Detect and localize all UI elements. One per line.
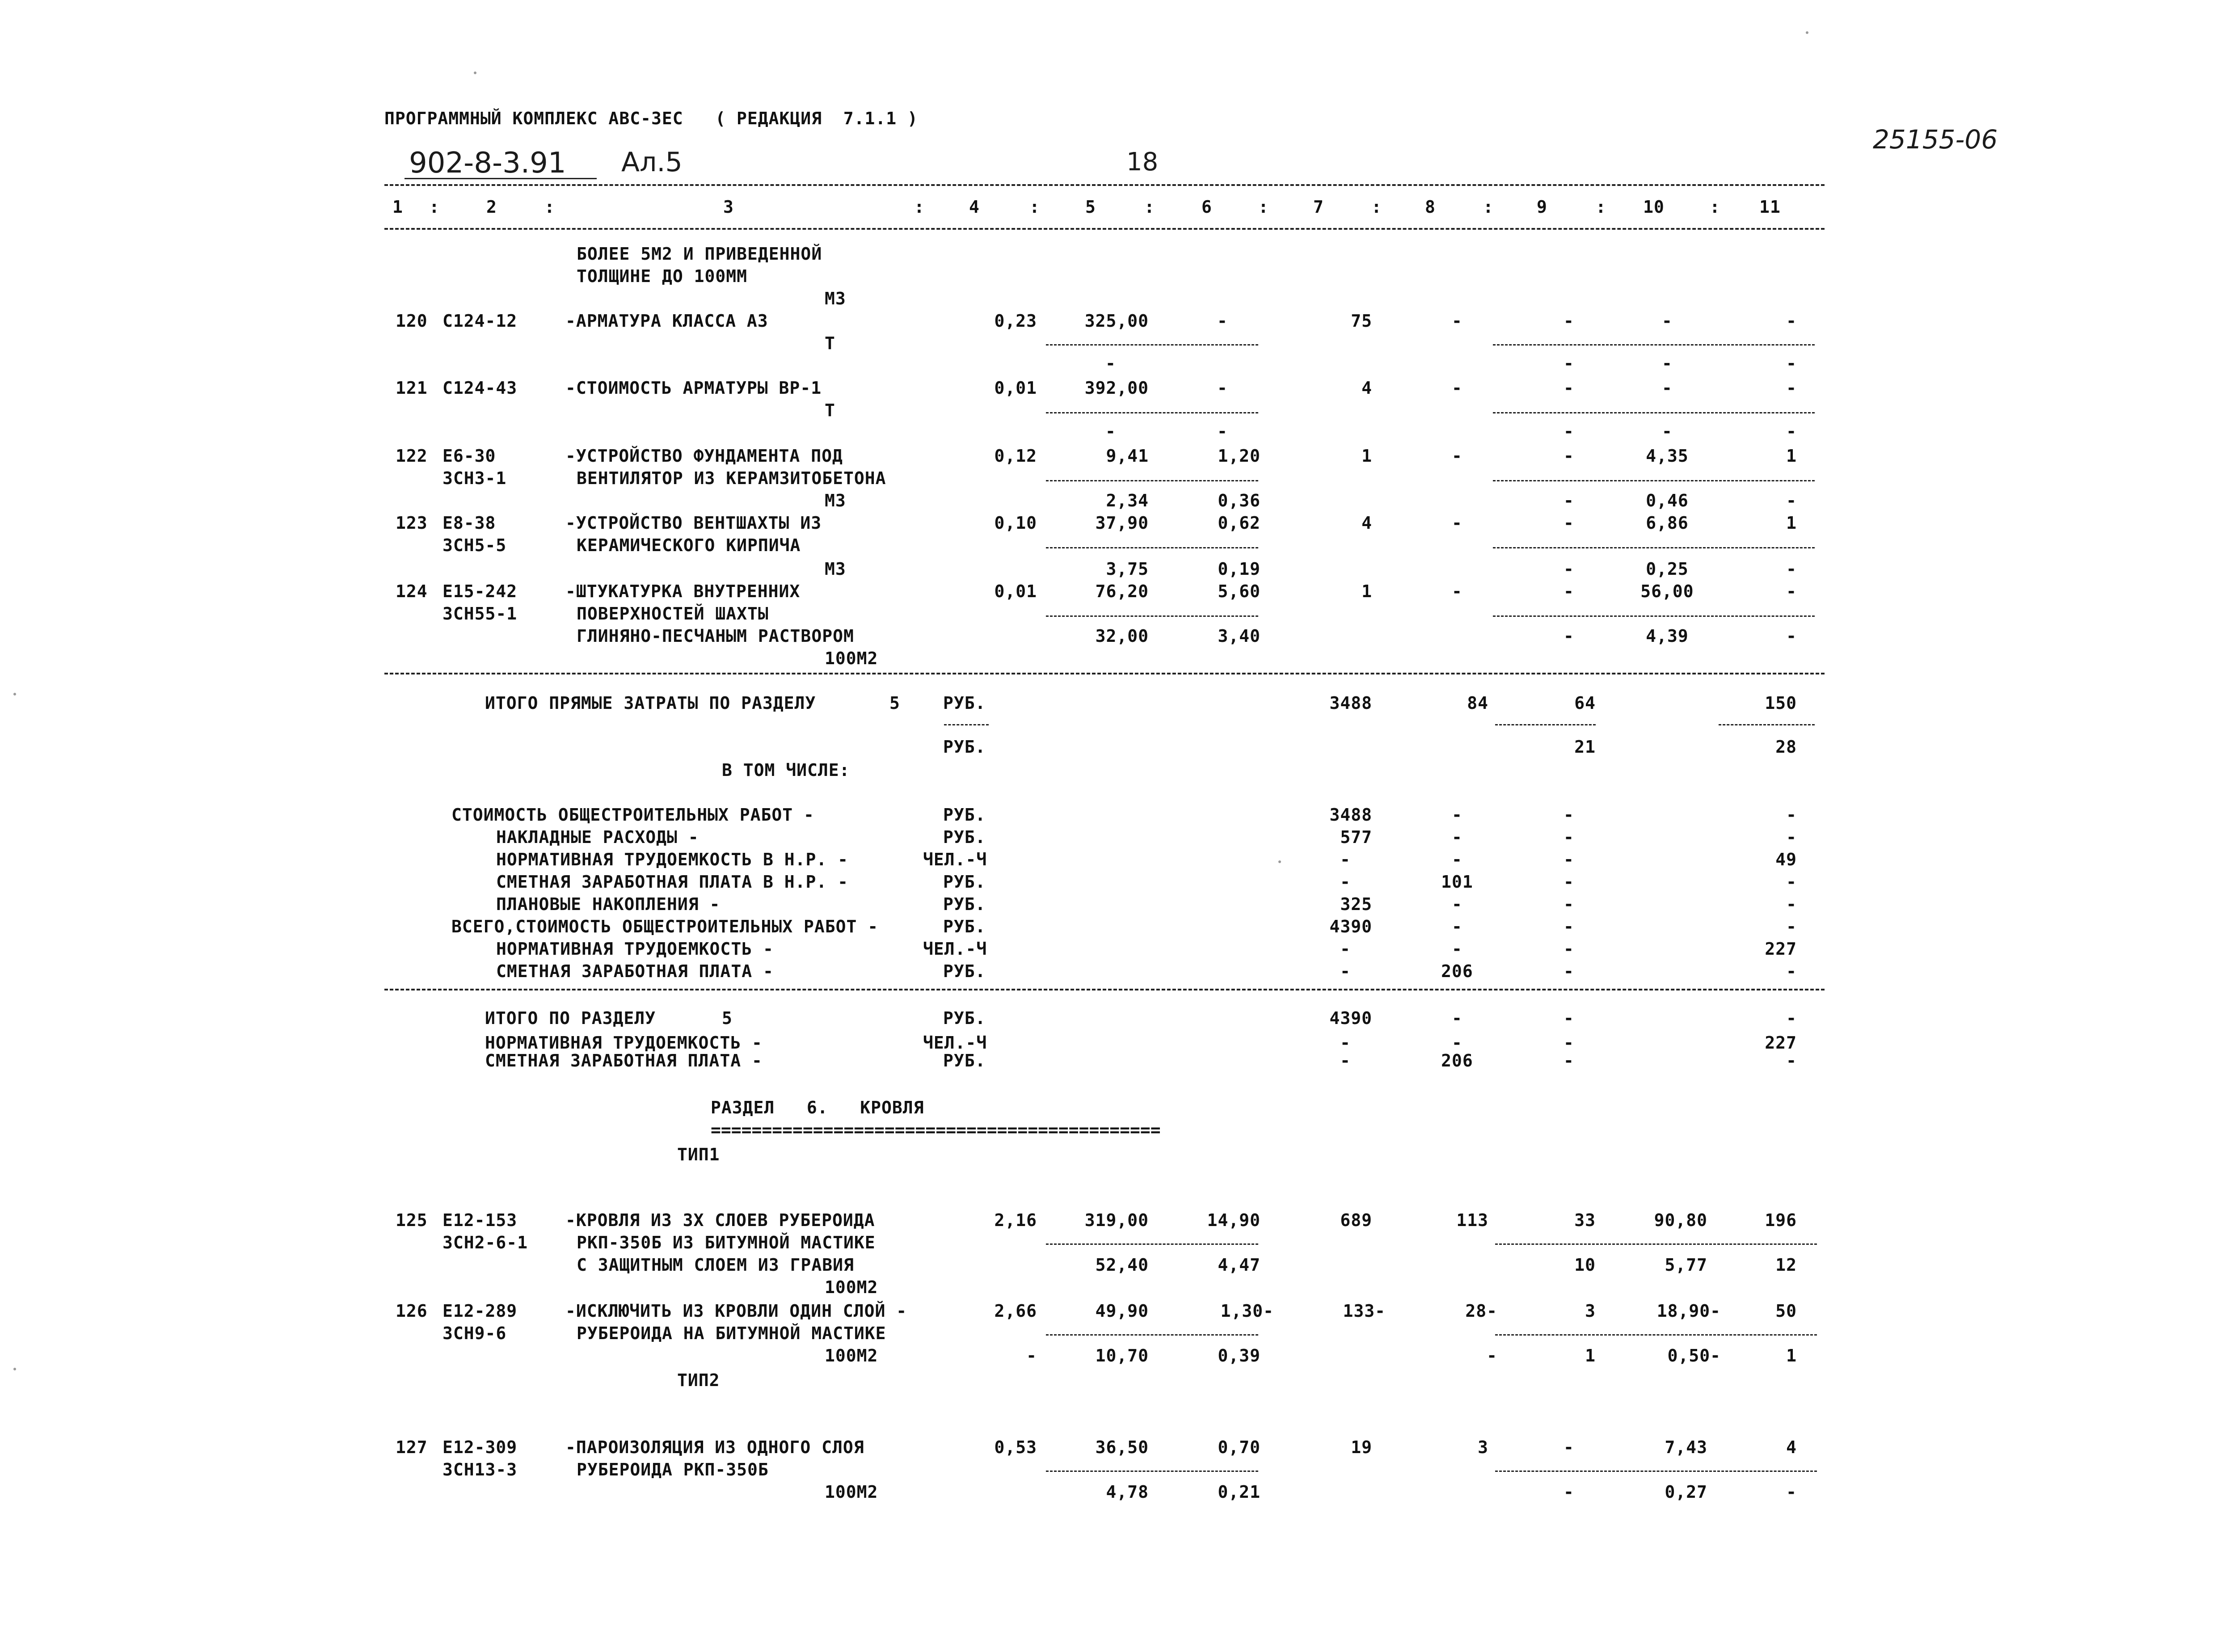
- row-c10: -: [1662, 378, 1673, 398]
- subtotal-label: ИТОГО ПРЯМЫЕ ЗАТРАТЫ ПО РАЗДЕЛУ: [485, 693, 816, 713]
- breakdown-c8: -: [1452, 805, 1462, 825]
- row-c10: 6,86: [1646, 513, 1689, 533]
- divider: [384, 673, 1825, 674]
- breakdown-c9: -: [1564, 827, 1574, 847]
- in-that-number: В ТОМ ЧИСЛЕ:: [722, 760, 850, 780]
- row-c6: 14,90: [1207, 1210, 1260, 1230]
- breakdown-c8: -: [1452, 917, 1462, 936]
- row-c8: 3: [1478, 1437, 1488, 1457]
- row-desc: -АРМАТУРА КЛАССА А3: [565, 311, 768, 331]
- row-c9: 33: [1574, 1210, 1596, 1230]
- row-num: 125: [396, 1210, 428, 1230]
- row-c11b: -: [1786, 626, 1797, 646]
- col-7: 7: [1313, 197, 1324, 217]
- breakdown-c9: -: [1564, 939, 1574, 959]
- breakdown-label: НАКЛАДНЫЕ РАСХОДЫ -: [496, 827, 699, 847]
- row-desc: -ШТУКАТУРКА ВНУТРЕННИХ: [565, 582, 801, 601]
- col-9: 9: [1537, 197, 1547, 217]
- breakdown-c9: -: [1564, 961, 1574, 981]
- section-total-c9: -: [1564, 1033, 1574, 1053]
- row-c6: 1,30-: [1220, 1301, 1274, 1321]
- row-c5b: 52,40: [1095, 1255, 1149, 1275]
- row-c5b: -: [1105, 354, 1116, 373]
- row-c10: 56,00: [1640, 582, 1694, 601]
- row-code2: ЗСН5-5: [443, 535, 507, 555]
- row-unit: Т: [825, 333, 835, 353]
- col-4: 4: [969, 197, 980, 217]
- breakdown-c11: -: [1786, 872, 1797, 892]
- row-desc: ПОВЕРХНОСТЕЙ ШАХТЫ: [577, 604, 769, 624]
- row-c5: 319,00: [1084, 1210, 1149, 1230]
- breakdown-unit: РУБ.: [943, 961, 986, 981]
- subtotal-section: 5: [889, 693, 900, 713]
- breakdown-c7: 3488: [1329, 805, 1372, 825]
- subtotal-c11b: 28: [1775, 737, 1797, 757]
- breakdown-c8: -: [1452, 939, 1462, 959]
- row-num: 127: [396, 1437, 428, 1457]
- row-c6b: 0,36: [1218, 491, 1260, 510]
- row-c11: -: [1786, 378, 1797, 398]
- unit-top-120: М3: [825, 289, 846, 308]
- breakdown-label: СТОИМОСТЬ ОБЩЕСТРОИТЕЛЬНЫХ РАБОТ -: [451, 805, 814, 825]
- breakdown-c9: -: [1564, 894, 1574, 914]
- row-c9b: -: [1564, 559, 1574, 579]
- breakdown-c9: -: [1564, 805, 1574, 825]
- subtotal-c9b: 21: [1574, 737, 1596, 757]
- section-6-underline: ============================================: [711, 1120, 1161, 1140]
- row-c11: 50: [1775, 1301, 1797, 1321]
- breakdown-c7: 577: [1340, 827, 1372, 847]
- col-11: 11: [1759, 197, 1781, 217]
- row-desc: ВЕНТИЛЯТОР ИЗ КЕРАМЗИТОБЕТОНА: [577, 468, 886, 488]
- row-c10: 18,90-: [1656, 1301, 1721, 1321]
- breakdown-label: СМЕТНАЯ ЗАРАБОТНАЯ ПЛАТА -: [496, 961, 774, 981]
- row-c7: 75: [1351, 311, 1372, 331]
- row-c11: -: [1786, 582, 1797, 601]
- breakdown-c7: -: [1340, 939, 1351, 959]
- row-c10b: -: [1662, 354, 1673, 373]
- row-num: 124: [396, 582, 428, 601]
- scan-speck: [1806, 31, 1808, 34]
- row-c10: -: [1662, 311, 1673, 331]
- row-desc: -КРОВЛЯ ИЗ 3Х СЛОЕВ РУБЕРОИДА: [565, 1210, 875, 1230]
- col-5: 5: [1085, 197, 1096, 217]
- subtotal-c11: 150: [1765, 693, 1797, 713]
- breakdown-label: СМЕТНАЯ ЗАРАБОТНАЯ ПЛАТА В Н.Р. -: [496, 872, 848, 892]
- subtotal-c7: 3488: [1329, 693, 1372, 713]
- row-c6b: 0,21: [1218, 1482, 1260, 1502]
- breakdown-unit: РУБ.: [943, 805, 986, 825]
- row-code: Е12-309: [443, 1437, 518, 1457]
- row-desc: РУБЕРОИДА НА БИТУМНОЙ МАСТИКЕ: [577, 1323, 886, 1343]
- row-c6b: 4,47: [1218, 1255, 1260, 1275]
- row-c10b: 5,77: [1665, 1255, 1707, 1275]
- section-6-title: РАЗДЕЛ 6. КРОВЛЯ: [711, 1098, 924, 1117]
- row-c6: -: [1217, 378, 1228, 398]
- breakdown-unit: РУБ.: [943, 827, 986, 847]
- subtotal-c8: 84: [1467, 693, 1488, 713]
- row-unit: 100М2: [825, 649, 878, 668]
- section-total-c7: 4390: [1329, 1008, 1372, 1028]
- type-1-label: ТИП1: [677, 1145, 720, 1164]
- row-c6b: -: [1217, 421, 1228, 441]
- type-2-label: ТИП2: [677, 1370, 720, 1390]
- row-c7: 689: [1340, 1210, 1372, 1230]
- breakdown-c11: -: [1786, 917, 1797, 936]
- row-c11: 4: [1786, 1437, 1797, 1457]
- row-c11b: 1: [1786, 1346, 1797, 1365]
- row-c11: -: [1786, 311, 1797, 331]
- row-code: Е15-242: [443, 582, 518, 601]
- breakdown-c7: -: [1340, 872, 1351, 892]
- row-qty: 0,12: [994, 446, 1037, 466]
- row-c9: -: [1564, 513, 1574, 533]
- row-c8b: -: [1487, 1346, 1497, 1365]
- scan-speck: [1278, 860, 1281, 863]
- scan-speck: [13, 693, 16, 695]
- breakdown-unit: РУБ.: [943, 894, 986, 914]
- breakdown-c8: -: [1452, 894, 1462, 914]
- row-c5b: 3,75: [1106, 559, 1149, 579]
- row-c6b: 0,39: [1218, 1346, 1260, 1365]
- section-heading-1: БОЛЕЕ 5М2 И ПРИВЕДЕННОЙ: [577, 244, 822, 264]
- row-c10: 90,80: [1654, 1210, 1707, 1230]
- doc-code-underline: [405, 178, 597, 179]
- row-c6: 0,70: [1218, 1437, 1260, 1457]
- section-total-c11: -: [1786, 1051, 1797, 1070]
- header-rule-top: [384, 184, 1825, 186]
- row-c8: -: [1452, 446, 1462, 466]
- row-c11: 1: [1786, 513, 1797, 533]
- row-c5b: -: [1105, 421, 1116, 441]
- row-desc: -ПАРОИЗОЛЯЦИЯ ИЗ ОДНОГО СЛОЯ: [565, 1437, 864, 1457]
- breakdown-c7: 325: [1340, 894, 1372, 914]
- breakdown-c11: -: [1786, 894, 1797, 914]
- row-c11b: -: [1786, 559, 1797, 579]
- section-total-c11: -: [1786, 1008, 1797, 1028]
- section-total-unit: РУБ.: [943, 1008, 986, 1028]
- row-num: 123: [396, 513, 428, 533]
- breakdown-c8: -: [1452, 827, 1462, 847]
- row-c9b: -: [1564, 421, 1574, 441]
- row-code: Е12-153: [443, 1210, 518, 1230]
- scan-speck: [13, 1368, 16, 1370]
- row-code2: ЗСН13-3: [443, 1460, 518, 1479]
- breakdown-c11: -: [1786, 827, 1797, 847]
- row-c10: 7,43: [1665, 1437, 1707, 1457]
- row-desc: -УСТРОЙСТВО ВЕНТШАХТЫ ИЗ: [565, 513, 822, 533]
- row-qty: 0,53: [994, 1437, 1037, 1457]
- page-number: 18: [1126, 148, 1159, 177]
- breakdown-c11: 49: [1775, 850, 1797, 869]
- row-code: Е6-30: [443, 446, 496, 466]
- row-code: Е8-38: [443, 513, 496, 533]
- row-c9: 3: [1585, 1301, 1596, 1321]
- row-c8: -: [1452, 513, 1462, 533]
- row-c5: 37,90: [1095, 513, 1149, 533]
- row-desc: -УСТРОЙСТВО ФУНДАМЕНТА ПОД: [565, 446, 843, 466]
- row-c6: 0,62: [1218, 513, 1260, 533]
- row-unit: 100М2: [825, 1346, 878, 1365]
- breakdown-c9: -: [1564, 917, 1574, 936]
- row-c10b: 0,27: [1665, 1482, 1707, 1502]
- row-c7: 1: [1361, 582, 1372, 601]
- scan-speck: [474, 72, 476, 74]
- row-unit: 100М2: [825, 1277, 878, 1297]
- row-c5: 76,20: [1095, 582, 1149, 601]
- row-c6b: 3,40: [1218, 626, 1260, 646]
- row-c9b: -: [1564, 354, 1574, 373]
- breakdown-unit: РУБ.: [943, 872, 986, 892]
- row-c11: 1: [1786, 446, 1797, 466]
- row-code: С124-12: [443, 311, 518, 331]
- row-code2: ЗСН55-1: [443, 604, 518, 624]
- row-code: С124-43: [443, 378, 518, 398]
- row-qty: 2,66: [994, 1301, 1037, 1321]
- col-8: 8: [1425, 197, 1436, 217]
- row-c8: -: [1452, 311, 1462, 331]
- breakdown-c9: -: [1564, 850, 1574, 869]
- row-c9b: -: [1564, 1482, 1574, 1502]
- row-c8: -: [1452, 582, 1462, 601]
- breakdown-label: ПЛАНОВЫЕ НАКОПЛЕНИЯ -: [496, 894, 721, 914]
- breakdown-c8: -: [1452, 850, 1462, 869]
- row-c11b: -: [1786, 1482, 1797, 1502]
- row-qty: 0,10: [994, 513, 1037, 533]
- row-desc: РКП-350Б ИЗ БИТУМНОЙ МАСТИКЕ: [577, 1233, 876, 1252]
- section-total-c7: -: [1340, 1033, 1351, 1053]
- breakdown-label: ВСЕГО,СТОИМОСТЬ ОБЩЕСТРОИТЕЛЬНЫХ РАБОТ -: [451, 917, 879, 936]
- row-c11: 196: [1765, 1210, 1797, 1230]
- row-c9: -: [1564, 311, 1574, 331]
- row-c10b: 0,25: [1646, 559, 1689, 579]
- col-2: 2: [486, 197, 497, 217]
- row-c10: 4,35: [1646, 446, 1689, 466]
- row-qty: 2,16: [994, 1210, 1037, 1230]
- row-c9: -: [1564, 582, 1574, 601]
- row-c6: 1,20: [1218, 446, 1260, 466]
- breakdown-c8: 101: [1441, 872, 1473, 892]
- subtotal-c9: 64: [1574, 693, 1596, 713]
- row-code2: ЗСН2-6-1: [443, 1233, 528, 1252]
- row-c8: 28-: [1465, 1301, 1497, 1321]
- row-c5b: 10,70: [1095, 1346, 1149, 1365]
- row-c5: 392,00: [1084, 378, 1149, 398]
- section-total-c7: -: [1340, 1051, 1351, 1070]
- row-c9b: -: [1564, 626, 1574, 646]
- row-c5: 9,41: [1106, 446, 1149, 466]
- row-desc: -ИСКЛЮЧИТЬ ИЗ КРОВЛИ ОДИН СЛОЙ -: [565, 1301, 907, 1321]
- row-c11b: -: [1786, 421, 1797, 441]
- breakdown-c11: 227: [1765, 939, 1797, 959]
- breakdown-unit: РУБ.: [943, 917, 986, 936]
- breakdown-unit: ЧЕЛ.-Ч: [923, 850, 987, 869]
- row-desc: КЕРАМИЧЕСКОГО КИРПИЧА: [577, 535, 801, 555]
- row-code2: ЗСН9-6: [443, 1323, 507, 1343]
- row-c6: 5,60: [1218, 582, 1260, 601]
- divider: [384, 989, 1825, 990]
- row-num: 126: [396, 1301, 428, 1321]
- row-c5: 325,00: [1084, 311, 1149, 331]
- row-c5b: 2,34: [1106, 491, 1149, 510]
- breakdown-c11: -: [1786, 805, 1797, 825]
- row-c5: 36,50: [1095, 1437, 1149, 1457]
- row-unit: 100М2: [825, 1482, 878, 1502]
- col-6: 6: [1201, 197, 1212, 217]
- section-total-unit: ЧЕЛ.-Ч: [923, 1033, 987, 1053]
- subtotal-unit2: РУБ.: [943, 737, 986, 757]
- row-code2: ЗСН3-1: [443, 468, 507, 488]
- col-10: 10: [1643, 197, 1665, 217]
- section-total-c8: 206: [1441, 1051, 1473, 1070]
- row-c7: 133-: [1343, 1301, 1386, 1321]
- row-qtyb: -: [1026, 1346, 1037, 1365]
- row-c9: -: [1564, 378, 1574, 398]
- row-c10b: 0,46: [1646, 491, 1689, 510]
- row-c7: 4: [1361, 378, 1372, 398]
- row-c6b: 0,19: [1218, 559, 1260, 579]
- subtotal-unit: РУБ.: [943, 693, 986, 713]
- row-qty: 0,01: [994, 378, 1037, 398]
- row-c10b: 0,50-: [1667, 1346, 1721, 1365]
- breakdown-c8: 206: [1441, 961, 1473, 981]
- section-total-label: ИТОГО ПО РАЗДЕЛУ: [485, 1008, 656, 1028]
- row-desc: -СТОИМОСТЬ АРМАТУРЫ ВР-1: [565, 378, 822, 398]
- row-c9b: 1: [1585, 1346, 1596, 1365]
- section-heading-2: ТОЛЩИНЕ ДО 100ММ: [577, 266, 748, 286]
- section-total-label: СМЕТНАЯ ЗАРАБОТНАЯ ПЛАТА -: [485, 1051, 763, 1070]
- row-num: 122: [396, 446, 428, 466]
- breakdown-label: НОРМАТИВНАЯ ТРУДОЕМКОСТЬ В Н.Р. -: [496, 850, 848, 869]
- row-unit: Т: [825, 400, 835, 420]
- row-num: 120: [396, 311, 428, 331]
- row-c9b: -: [1564, 491, 1574, 510]
- row-c9b: 10: [1574, 1255, 1596, 1275]
- album-number: Ал.5: [621, 147, 683, 178]
- row-qty: 0,23: [994, 311, 1037, 331]
- doc-code: 902-8-3.91: [409, 147, 566, 180]
- section-total-c8: -: [1452, 1008, 1462, 1028]
- row-c9: -: [1564, 1437, 1574, 1457]
- row-c9: -: [1564, 446, 1574, 466]
- row-c5b: 4,78: [1106, 1482, 1149, 1502]
- row-c7: 1: [1361, 446, 1372, 466]
- row-c8: 113: [1456, 1210, 1488, 1230]
- row-c5: 49,90: [1095, 1301, 1149, 1321]
- header-rule-bottom: [384, 228, 1825, 230]
- row-c7: 19: [1351, 1437, 1372, 1457]
- breakdown-label: НОРМАТИВНАЯ ТРУДОЕМКОСТЬ -: [496, 939, 774, 959]
- row-unit: М3: [825, 559, 846, 579]
- row-unit: М3: [825, 491, 846, 510]
- section-total-c11: 227: [1765, 1033, 1797, 1053]
- breakdown-c7: -: [1340, 850, 1351, 869]
- breakdown-c9: -: [1564, 872, 1574, 892]
- program-header: ПРОГРАММНЫЙ КОМПЛЕКС АВС-ЗЕС ( РЕДАКЦИЯ 7.1.1 ): [384, 109, 918, 128]
- row-qty: 0,01: [994, 582, 1037, 601]
- row-c6: -: [1217, 311, 1228, 331]
- section-total-c9: -: [1564, 1051, 1574, 1070]
- row-desc: С ЗАЩИТНЫМ СЛОЕМ ИЗ ГРАВИЯ: [577, 1255, 854, 1275]
- section-total-label: НОРМАТИВНАЯ ТРУДОЕМКОСТЬ -: [485, 1033, 763, 1053]
- row-c5b: 32,00: [1095, 626, 1149, 646]
- row-num: 121: [396, 378, 428, 398]
- row-c10b: 4,39: [1646, 626, 1689, 646]
- breakdown-unit: ЧЕЛ.-Ч: [923, 939, 987, 959]
- breakdown-c7: 4390: [1329, 917, 1372, 936]
- col-3: 3: [723, 197, 734, 217]
- row-c10b: -: [1662, 421, 1673, 441]
- row-desc: РУБЕРОИДА РКП-350Б: [577, 1460, 769, 1479]
- col-1: 1: [392, 197, 403, 217]
- section-total-c9: -: [1564, 1008, 1574, 1028]
- section-total-number: 5: [722, 1008, 733, 1028]
- row-desc: ГЛИНЯНО-ПЕСЧАНЫМ РАСТВОРОМ: [577, 626, 854, 646]
- row-c11b: -: [1786, 491, 1797, 510]
- row-c7: 4: [1361, 513, 1372, 533]
- archive-number: 25155-06: [1873, 124, 1998, 155]
- section-total-unit: РУБ.: [943, 1051, 986, 1070]
- section-total-c8: -: [1452, 1033, 1462, 1053]
- row-code: Е12-289: [443, 1301, 518, 1321]
- row-c11b: -: [1786, 354, 1797, 373]
- row-c8: -: [1452, 378, 1462, 398]
- breakdown-c11: -: [1786, 961, 1797, 981]
- row-c11b: 12: [1775, 1255, 1797, 1275]
- breakdown-c7: -: [1340, 961, 1351, 981]
